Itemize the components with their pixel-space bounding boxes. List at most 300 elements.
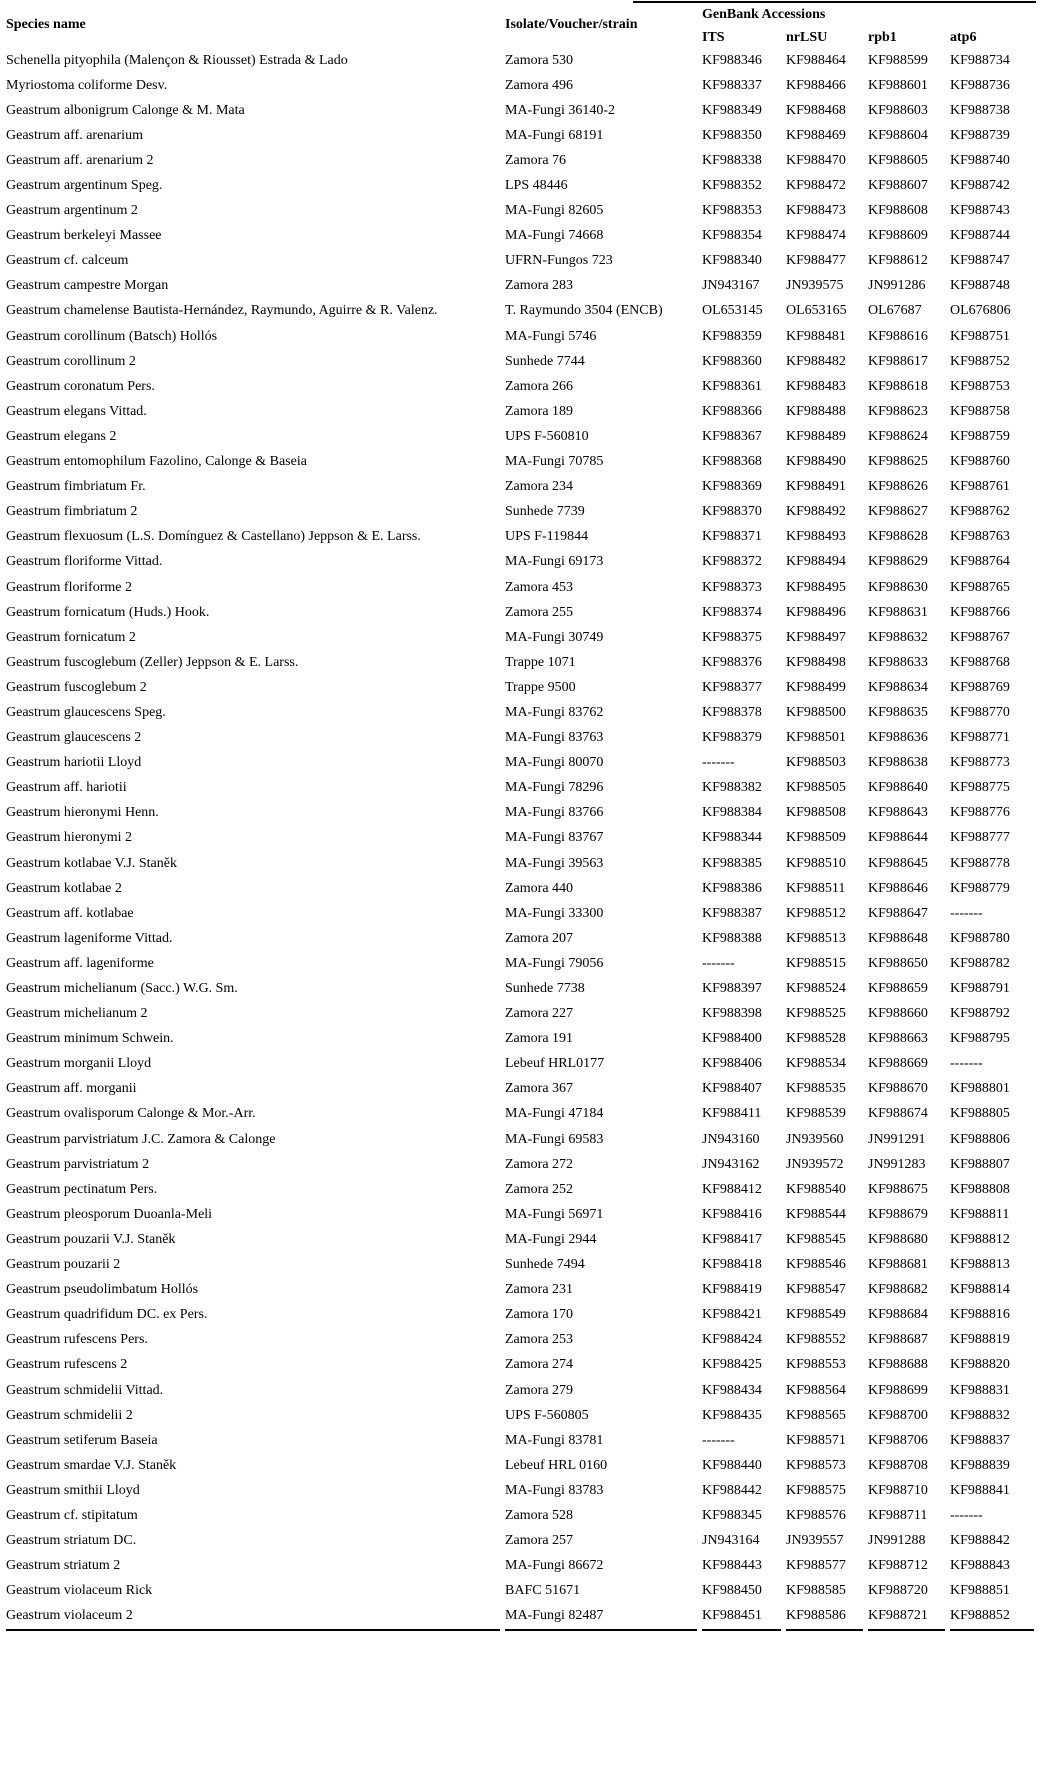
nrlsu-accession-cell: KF988515 — [786, 955, 846, 971]
species-cell: Geastrum elegans 2 — [6, 428, 117, 444]
atp6-accession-cell: KF988747 — [950, 253, 1010, 269]
species-cell: Geastrum kotlabae 2 — [6, 880, 122, 896]
table-row — [0, 424, 1042, 449]
isolate-cell: MA-Fungi 68191 — [505, 127, 604, 143]
nrlsu-accession-cell: JN939557 — [786, 1533, 844, 1549]
atp6-accession-cell: KF988811 — [950, 1206, 1010, 1222]
species-cell: Geastrum ovalisporum Calonge & Mor.-Arr. — [6, 1106, 256, 1122]
table-row — [0, 274, 1042, 299]
atp6-accession-cell: ------- — [950, 905, 983, 921]
species-cell: Geastrum schmidelii 2 — [6, 1407, 133, 1423]
its-accession-cell: OL653145 — [702, 303, 763, 319]
isolate-cell: BAFC 51671 — [505, 1583, 581, 1599]
nrlsu-accession-cell: KF988495 — [786, 579, 846, 595]
table-row — [0, 374, 1042, 399]
table-row — [0, 1253, 1042, 1278]
table-row — [0, 123, 1042, 148]
nrlsu-accession-cell: KF988490 — [786, 454, 846, 470]
table-row — [0, 1102, 1042, 1127]
its-accession-cell: KF988425 — [702, 1357, 762, 1373]
species-cell: Geastrum berkeleyi Massee — [6, 228, 162, 244]
table-row — [0, 98, 1042, 123]
species-cell: Geastrum aff. lageniforme — [6, 955, 154, 971]
rpb1-accession-cell: KF988721 — [868, 1608, 928, 1624]
species-cell: Geastrum setiferum Baseia — [6, 1432, 158, 1448]
isolate-cell: MA-Fungi 69173 — [505, 554, 604, 570]
column-header-its: ITS — [702, 29, 725, 45]
table-row — [0, 926, 1042, 951]
atp6-accession-cell: KF988820 — [950, 1357, 1010, 1373]
nrlsu-accession-cell: KF988573 — [786, 1457, 846, 1473]
isolate-cell: LPS 48446 — [505, 178, 568, 194]
nrlsu-accession-cell: KF988497 — [786, 629, 846, 645]
column-header-nrlsu: nrLSU — [786, 29, 828, 45]
table-row — [0, 951, 1042, 976]
nrlsu-accession-cell: KF988524 — [786, 981, 846, 997]
isolate-cell: MA-Fungi 83781 — [505, 1432, 604, 1448]
rpb1-accession-cell: KF988635 — [868, 704, 928, 720]
column-header-rpb1: rpb1 — [868, 29, 897, 45]
its-accession-cell: KF988377 — [702, 679, 762, 695]
column-header-species: Species name — [6, 17, 86, 32]
isolate-cell: MA-Fungi 33300 — [505, 905, 604, 921]
nrlsu-accession-cell: KF988511 — [786, 880, 846, 896]
rpb1-accession-cell: KF988599 — [868, 52, 928, 68]
isolate-cell: Sunhede 7744 — [505, 353, 585, 369]
its-accession-cell: KF988337 — [702, 77, 762, 93]
isolate-cell: MA-Fungi 80070 — [505, 755, 604, 771]
nrlsu-accession-cell: KF988483 — [786, 378, 846, 394]
species-cell: Geastrum hariotii Lloyd — [6, 755, 142, 771]
table-row — [0, 1002, 1042, 1027]
its-accession-cell: KF988350 — [702, 127, 762, 143]
species-cell: Geastrum elegans Vittad. — [6, 403, 147, 419]
atp6-accession-cell: KF988760 — [950, 454, 1010, 470]
nrlsu-accession-cell: KF988472 — [786, 178, 846, 194]
its-accession-cell: KF988376 — [702, 654, 762, 670]
species-cell: Geastrum fimbriatum Fr. — [6, 479, 146, 495]
nrlsu-accession-cell: KF988508 — [786, 805, 846, 821]
atp6-accession-cell: KF988769 — [950, 679, 1010, 695]
genbank-group-rule — [633, 1, 1036, 3]
rpb1-accession-cell: KF988608 — [868, 203, 928, 219]
isolate-cell: Trappe 9500 — [505, 679, 576, 695]
species-cell: Geastrum flexuosum (L.S. Domínguez & Castellano) Jeppson & E. Larss. — [6, 529, 421, 545]
rule-segment — [702, 1629, 781, 1631]
its-accession-cell: KF988340 — [702, 253, 762, 269]
isolate-cell: MA-Fungi 39563 — [505, 855, 604, 871]
species-cell: Geastrum argentinum 2 — [6, 203, 138, 219]
atp6-accession-cell: KF988807 — [950, 1156, 1010, 1172]
nrlsu-accession-cell: KF988513 — [786, 930, 846, 946]
species-cell: Geastrum chamelense Bautista-Hernández, Raymundo, Aguirre & R. Valenz. — [6, 303, 438, 319]
its-accession-cell: KF988344 — [702, 830, 762, 846]
rpb1-accession-cell: KF988636 — [868, 730, 928, 746]
rpb1-accession-cell: KF988618 — [868, 378, 928, 394]
its-accession-cell: KF988421 — [702, 1307, 762, 1323]
rpb1-accession-cell: KF988710 — [868, 1482, 928, 1498]
its-accession-cell: KF988378 — [702, 704, 762, 720]
nrlsu-accession-cell: KF988469 — [786, 127, 846, 143]
isolate-cell: MA-Fungi 56971 — [505, 1206, 604, 1222]
table-row — [0, 1554, 1042, 1579]
atp6-accession-cell: KF988808 — [950, 1181, 1010, 1197]
nrlsu-accession-cell: KF988540 — [786, 1181, 846, 1197]
table-row — [0, 751, 1042, 776]
rpb1-accession-cell: KF988629 — [868, 554, 928, 570]
rule-segment — [505, 1629, 697, 1631]
atp6-accession-cell: KF988759 — [950, 428, 1010, 444]
nrlsu-accession-cell: KF988491 — [786, 479, 846, 495]
isolate-cell: Zamora 257 — [505, 1533, 574, 1549]
nrlsu-accession-cell: KF988546 — [786, 1257, 846, 1273]
nrlsu-accession-cell: JN939560 — [786, 1131, 844, 1147]
rpb1-accession-cell: KF988650 — [868, 955, 928, 971]
rpb1-accession-cell: KF988648 — [868, 930, 928, 946]
isolate-cell: MA-Fungi 36140-2 — [505, 102, 616, 118]
its-accession-cell: KF988374 — [702, 604, 762, 620]
isolate-cell: Zamora 231 — [505, 1282, 574, 1298]
atp6-accession-cell: KF988776 — [950, 805, 1010, 821]
its-accession-cell: KF988373 — [702, 579, 762, 595]
table-row — [0, 224, 1042, 249]
atp6-accession-cell: KF988765 — [950, 579, 1010, 595]
nrlsu-accession-cell: KF988510 — [786, 855, 846, 871]
nrlsu-accession-cell: KF988547 — [786, 1282, 846, 1298]
atp6-accession-cell: KF988738 — [950, 102, 1010, 118]
rpb1-accession-cell: KF988643 — [868, 805, 928, 821]
table-row — [0, 726, 1042, 751]
nrlsu-accession-cell: KF988501 — [786, 730, 846, 746]
species-cell: Geastrum argentinum Speg. — [6, 178, 163, 194]
table-row — [0, 826, 1042, 851]
species-cell: Geastrum floriforme Vittad. — [6, 554, 163, 570]
rpb1-accession-cell: KF988720 — [868, 1583, 928, 1599]
atp6-accession-cell: KF988782 — [950, 955, 1010, 971]
table-row — [0, 199, 1042, 224]
atp6-accession-cell: KF988777 — [950, 830, 1010, 846]
atp6-accession-cell: KF988780 — [950, 930, 1010, 946]
nrlsu-accession-cell: KF988549 — [786, 1307, 846, 1323]
species-cell: Geastrum entomophilum Fazolino, Calonge & Baseia — [6, 454, 307, 470]
atp6-accession-cell: KF988791 — [950, 981, 1010, 997]
isolate-cell: MA-Fungi 82605 — [505, 203, 604, 219]
table-row — [0, 650, 1042, 675]
rpb1-accession-cell: KF988660 — [868, 1006, 928, 1022]
rpb1-accession-cell: KF988626 — [868, 479, 928, 495]
nrlsu-accession-cell: KF988509 — [786, 830, 846, 846]
isolate-cell: Zamora 453 — [505, 579, 574, 595]
isolate-cell: MA-Fungi 79056 — [505, 955, 604, 971]
rpb1-accession-cell: KF988706 — [868, 1432, 928, 1448]
its-accession-cell: JN943164 — [702, 1533, 760, 1549]
table-row — [0, 1529, 1042, 1554]
species-cell: Geastrum pectinatum Pers. — [6, 1181, 158, 1197]
isolate-cell: Zamora 170 — [505, 1307, 574, 1323]
species-cell: Schenella pityophila (Malençon & Riousset) Estrada & Lado — [6, 52, 348, 68]
atp6-accession-cell: KF988841 — [950, 1482, 1010, 1498]
nrlsu-accession-cell: KF988505 — [786, 780, 846, 796]
rpb1-accession-cell: KF988601 — [868, 77, 928, 93]
its-accession-cell: KF988361 — [702, 378, 762, 394]
atp6-accession-cell: KF988775 — [950, 780, 1010, 796]
table-row — [0, 73, 1042, 98]
isolate-cell: Sunhede 7494 — [505, 1257, 585, 1273]
isolate-cell: MA-Fungi 83762 — [505, 704, 604, 720]
atp6-accession-cell: KF988813 — [950, 1257, 1010, 1273]
isolate-cell: Lebeuf HRL 0160 — [505, 1457, 608, 1473]
isolate-cell: MA-Fungi 82487 — [505, 1608, 604, 1624]
its-accession-cell: KF988400 — [702, 1031, 762, 1047]
its-accession-cell: KF988359 — [702, 328, 762, 344]
atp6-accession-cell: KF988843 — [950, 1558, 1010, 1574]
species-cell: Geastrum fimbriatum 2 — [6, 504, 138, 520]
table-row — [0, 976, 1042, 1001]
isolate-cell: Zamora 207 — [505, 930, 574, 946]
table-row — [0, 1328, 1042, 1353]
table-row — [0, 876, 1042, 901]
table-row — [0, 1052, 1042, 1077]
table-row — [0, 148, 1042, 173]
its-accession-cell: JN943162 — [702, 1156, 760, 1172]
its-accession-cell: KF988385 — [702, 855, 762, 871]
nrlsu-accession-cell: KF988494 — [786, 554, 846, 570]
isolate-cell: UPS F-560805 — [505, 1407, 589, 1423]
atp6-accession-cell: ------- — [950, 1056, 983, 1072]
isolate-cell: Zamora 496 — [505, 77, 574, 93]
its-accession-cell: KF988386 — [702, 880, 762, 896]
isolate-cell: Zamora 253 — [505, 1332, 574, 1348]
species-cell: Geastrum smithii Lloyd — [6, 1482, 140, 1498]
isolate-cell: MA-Fungi 74668 — [505, 228, 604, 244]
table-row — [0, 399, 1042, 424]
atp6-accession-cell: KF988770 — [950, 704, 1010, 720]
its-accession-cell: KF988384 — [702, 805, 762, 821]
its-accession-cell: KF988360 — [702, 353, 762, 369]
species-cell: Geastrum hieronymi 2 — [6, 830, 132, 846]
isolate-cell: MA-Fungi 2944 — [505, 1231, 597, 1247]
species-cell: Geastrum violaceum Rick — [6, 1583, 153, 1599]
table-row — [0, 500, 1042, 525]
rpb1-accession-cell: KF988623 — [868, 403, 928, 419]
atp6-accession-cell: KF988792 — [950, 1006, 1010, 1022]
nrlsu-accession-cell: KF988577 — [786, 1558, 846, 1574]
isolate-cell: Zamora 279 — [505, 1382, 574, 1398]
rule-segment — [6, 1629, 500, 1631]
its-accession-cell: KF988345 — [702, 1507, 762, 1523]
table-row — [0, 1604, 1042, 1629]
nrlsu-accession-cell: KF988576 — [786, 1507, 846, 1523]
rpb1-accession-cell: KF988644 — [868, 830, 928, 846]
nrlsu-accession-cell: KF988464 — [786, 52, 846, 68]
atp6-accession-cell: KF988751 — [950, 328, 1010, 344]
its-accession-cell: KF988418 — [702, 1257, 762, 1273]
atp6-accession-cell: KF988748 — [950, 278, 1010, 294]
nrlsu-accession-cell: KF988474 — [786, 228, 846, 244]
atp6-accession-cell: KF988762 — [950, 504, 1010, 520]
nrlsu-accession-cell: KF988544 — [786, 1206, 846, 1222]
species-cell: Geastrum striatum DC. — [6, 1533, 137, 1549]
atp6-accession-cell: KF988778 — [950, 855, 1010, 871]
rpb1-accession-cell: KF988670 — [868, 1081, 928, 1097]
species-cell: Geastrum hieronymi Henn. — [6, 805, 159, 821]
table-row — [0, 525, 1042, 550]
nrlsu-accession-cell: KF988489 — [786, 428, 846, 444]
table-row — [0, 851, 1042, 876]
rpb1-accession-cell: OL67687 — [868, 303, 922, 319]
rule-segment — [950, 1629, 1034, 1631]
its-accession-cell: KF988443 — [702, 1558, 762, 1574]
atp6-accession-cell: KF988812 — [950, 1231, 1010, 1247]
its-accession-cell: KF988382 — [702, 780, 762, 796]
nrlsu-accession-cell: KF988575 — [786, 1482, 846, 1498]
isolate-cell: MA-Fungi 83783 — [505, 1482, 604, 1498]
nrlsu-accession-cell: KF988499 — [786, 679, 846, 695]
table-row — [0, 575, 1042, 600]
isolate-cell: MA-Fungi 69583 — [505, 1131, 604, 1147]
species-cell: Geastrum floriforme 2 — [6, 579, 132, 595]
rule-segment — [868, 1629, 945, 1631]
atp6-accession-cell: KF988736 — [950, 77, 1010, 93]
its-accession-cell: KF988388 — [702, 930, 762, 946]
species-cell: Geastrum striatum 2 — [6, 1558, 121, 1574]
table-body — [0, 48, 1042, 1629]
isolate-cell: T. Raymundo 3504 (ENCB) — [505, 303, 663, 319]
rpb1-accession-cell: JN991291 — [868, 1131, 926, 1147]
atp6-accession-cell: KF988779 — [950, 880, 1010, 896]
atp6-accession-cell: KF988763 — [950, 529, 1010, 545]
isolate-cell: Zamora 76 — [505, 152, 567, 168]
species-cell: Geastrum corollinum (Batsch) Hollós — [6, 328, 218, 344]
table-row — [0, 450, 1042, 475]
its-accession-cell: ------- — [702, 1432, 735, 1448]
table-row — [0, 1152, 1042, 1177]
its-accession-cell: KF988451 — [702, 1608, 762, 1624]
species-cell: Geastrum pseudolimbatum Hollós — [6, 1282, 199, 1298]
isolate-cell: Trappe 1071 — [505, 654, 576, 670]
atp6-accession-cell: KF988839 — [950, 1457, 1010, 1473]
isolate-cell: Sunhede 7739 — [505, 504, 585, 520]
nrlsu-accession-cell: KF988512 — [786, 905, 846, 921]
species-cell: Geastrum fuscoglebum 2 — [6, 679, 147, 695]
rpb1-accession-cell: KF988699 — [868, 1382, 928, 1398]
nrlsu-accession-cell: JN939575 — [786, 278, 844, 294]
its-accession-cell: KF988419 — [702, 1282, 762, 1298]
rpb1-accession-cell: KF988711 — [868, 1507, 928, 1523]
table-row — [0, 475, 1042, 500]
its-accession-cell: KF988412 — [702, 1181, 762, 1197]
nrlsu-accession-cell: KF988539 — [786, 1106, 846, 1122]
atp6-accession-cell: KF988771 — [950, 730, 1010, 746]
table-row — [0, 1177, 1042, 1202]
rpb1-accession-cell: JN991286 — [868, 278, 926, 294]
species-cell: Geastrum glaucescens Speg. — [6, 704, 166, 720]
its-accession-cell: KF988435 — [702, 1407, 762, 1423]
nrlsu-accession-cell: KF988470 — [786, 152, 846, 168]
its-accession-cell: KF988434 — [702, 1382, 762, 1398]
atp6-accession-cell: KF988795 — [950, 1031, 1010, 1047]
table-row — [0, 349, 1042, 374]
species-cell: Geastrum kotlabae V.J. Staněk — [6, 855, 177, 871]
isolate-cell: Zamora 255 — [505, 604, 574, 620]
rpb1-accession-cell: KF988630 — [868, 579, 928, 595]
species-cell: Geastrum pouzarii 2 — [6, 1257, 121, 1273]
atp6-accession-cell: KF988832 — [950, 1407, 1010, 1423]
table-row — [0, 700, 1042, 725]
table-row — [0, 249, 1042, 274]
species-cell: Geastrum aff. hariotii — [6, 780, 127, 796]
species-cell: Geastrum parvistriatum 2 — [6, 1156, 150, 1172]
nrlsu-accession-cell: KF988481 — [786, 328, 846, 344]
atp6-accession-cell: KF988806 — [950, 1131, 1010, 1147]
species-cell: Geastrum corollinum 2 — [6, 353, 136, 369]
its-accession-cell: KF988346 — [702, 52, 762, 68]
atp6-accession-cell: KF988837 — [950, 1432, 1010, 1448]
isolate-cell: UPS F-119844 — [505, 529, 589, 545]
its-accession-cell: KF988375 — [702, 629, 762, 645]
nrlsu-accession-cell: KF988565 — [786, 1407, 846, 1423]
nrlsu-accession-cell: KF988493 — [786, 529, 846, 545]
rpb1-accession-cell: KF988631 — [868, 604, 928, 620]
isolate-cell: Zamora 272 — [505, 1156, 574, 1172]
rpb1-accession-cell: KF988700 — [868, 1407, 928, 1423]
rpb1-accession-cell: KF988634 — [868, 679, 928, 695]
atp6-accession-cell: OL676806 — [950, 303, 1011, 319]
its-accession-cell: ------- — [702, 755, 735, 771]
its-accession-cell: KF988338 — [702, 152, 762, 168]
its-accession-cell: KF988353 — [702, 203, 762, 219]
nrlsu-accession-cell: KF988528 — [786, 1031, 846, 1047]
nrlsu-accession-cell: KF988571 — [786, 1432, 846, 1448]
atp6-accession-cell: KF988743 — [950, 203, 1010, 219]
atp6-accession-cell: KF988819 — [950, 1332, 1010, 1348]
atp6-accession-cell: KF988744 — [950, 228, 1010, 244]
rpb1-accession-cell: KF988647 — [868, 905, 928, 921]
species-cell: Geastrum quadrifidum DC. ex Pers. — [6, 1307, 208, 1323]
species-cell: Geastrum aff. arenarium — [6, 127, 143, 143]
its-accession-cell: KF988442 — [702, 1482, 762, 1498]
isolate-cell: MA-Fungi 83767 — [505, 830, 604, 846]
isolate-cell: Zamora 530 — [505, 52, 574, 68]
table-row — [0, 1478, 1042, 1503]
nrlsu-accession-cell: KF988500 — [786, 704, 846, 720]
species-cell: Geastrum fornicatum 2 — [6, 629, 136, 645]
rpb1-accession-cell: KF988638 — [868, 755, 928, 771]
species-cell: Geastrum rufescens Pers. — [6, 1332, 148, 1348]
atp6-accession-cell: KF988768 — [950, 654, 1010, 670]
its-accession-cell: KF988406 — [702, 1056, 762, 1072]
table-row — [0, 1579, 1042, 1604]
rpb1-accession-cell: KF988674 — [868, 1106, 928, 1122]
isolate-cell: MA-Fungi 83763 — [505, 730, 604, 746]
column-header-isolate: Isolate/Voucher/strain — [505, 17, 638, 32]
nrlsu-accession-cell: KF988564 — [786, 1382, 846, 1398]
table-row — [0, 600, 1042, 625]
isolate-cell: MA-Fungi 70785 — [505, 454, 604, 470]
isolate-cell: Zamora 274 — [505, 1357, 574, 1373]
isolate-cell: Zamora 528 — [505, 1507, 574, 1523]
isolate-cell: Zamora 191 — [505, 1031, 574, 1047]
isolate-cell: Zamora 367 — [505, 1081, 574, 1097]
table-row — [0, 550, 1042, 575]
atp6-accession-cell: KF988766 — [950, 604, 1010, 620]
species-cell: Geastrum pouzarii V.J. Staněk — [6, 1231, 176, 1247]
species-cell: Myriostoma coliforme Desv. — [6, 77, 168, 93]
its-accession-cell: JN943160 — [702, 1131, 760, 1147]
its-accession-cell: KF988379 — [702, 730, 762, 746]
rpb1-accession-cell: KF988708 — [868, 1457, 928, 1473]
species-cell: Geastrum violaceum 2 — [6, 1608, 133, 1624]
